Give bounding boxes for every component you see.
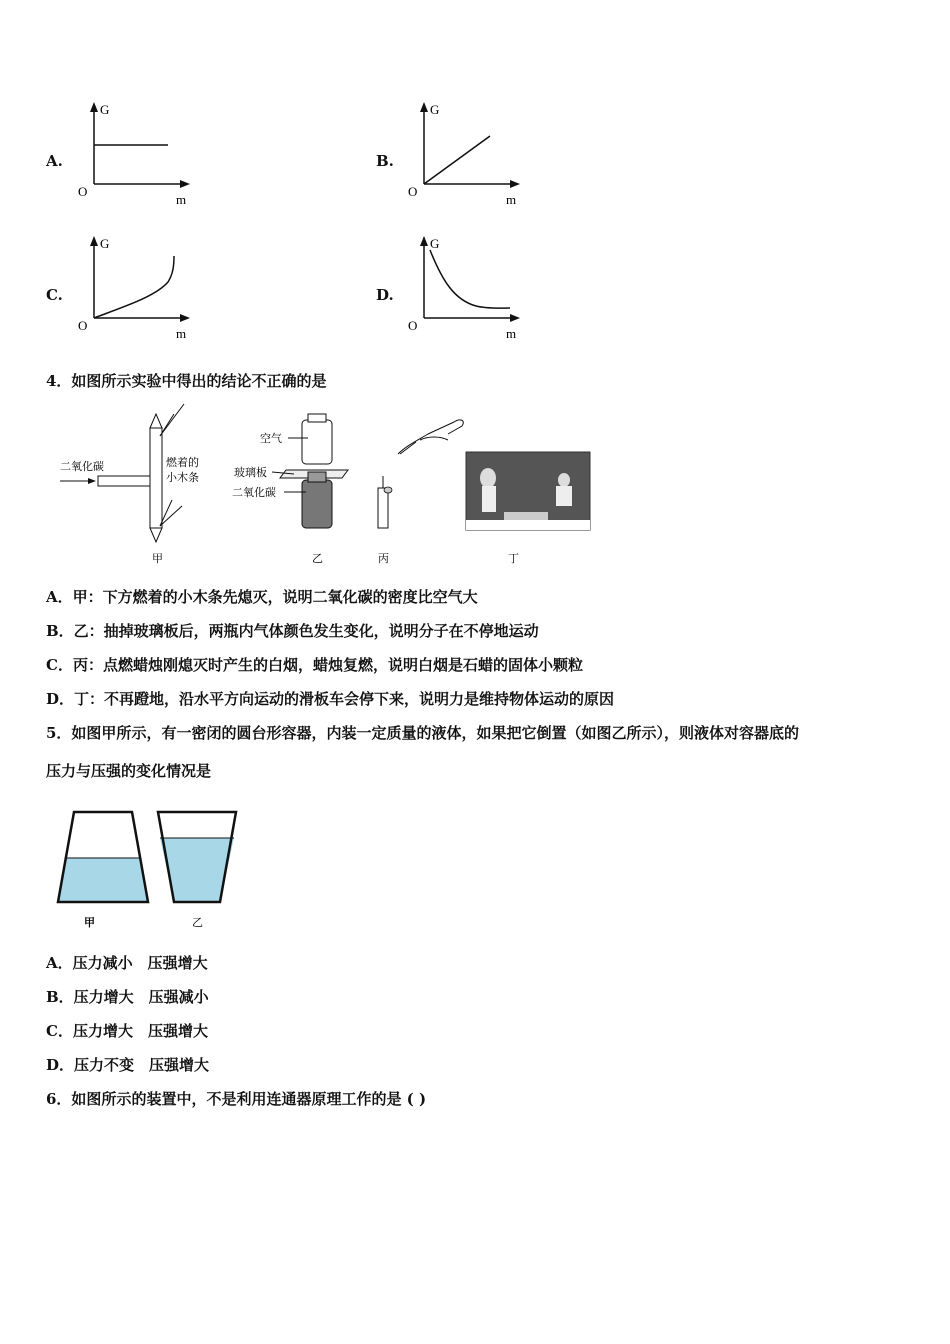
graph-a-plot [76, 100, 206, 210]
axis-y-label: G [430, 236, 440, 251]
axis-x-label: m [176, 192, 187, 207]
figure-caption: 乙 [312, 552, 323, 565]
figure-caption: 丁 [508, 552, 519, 565]
q5-option-c: C．压力增大 压强增大 [46, 1022, 208, 1040]
origin-label: O [408, 184, 418, 199]
question-5-stem-line-1: 5．如图甲所示，有一密闭的圆台形容器，内装一定质量的液体，如果把它倒置（如图乙所示），则液体对容器底的 [46, 724, 799, 742]
origin-label: O [78, 184, 88, 199]
graph-curve [424, 136, 490, 184]
graph-option-d [376, 234, 546, 344]
figure-caption: 丙 [378, 552, 389, 565]
option-label: A. [46, 152, 63, 170]
yi-glass-label: 玻璃板 [234, 466, 267, 479]
q5-option-b: B．压力增大 压强减小 [46, 988, 209, 1006]
figure-yi [232, 414, 348, 565]
graph-curve [430, 250, 510, 308]
graph-b-plot [406, 100, 536, 210]
q5-option-d: D．压力不变 压强增大 [46, 1056, 210, 1074]
jia-sticks-label-1: 燃着的 [166, 456, 199, 469]
figure-caption: 乙 [192, 916, 203, 929]
q5-figures [50, 806, 250, 932]
graph-option-b [376, 100, 546, 210]
q4-figure-svg [56, 400, 616, 570]
q5-figure-svg [50, 806, 250, 932]
jia-sticks-label-2: 小木条 [166, 471, 199, 484]
graph-curve [94, 256, 174, 318]
q4-option-b: B．乙：抽掉玻璃板后，两瓶内气体颜色发生变化，说明分子在不停地运动 [46, 622, 539, 640]
figure-caption: 甲 [152, 552, 163, 565]
axis-y-label: G [100, 102, 110, 117]
graph-option-c [46, 234, 206, 344]
axis-y-label: G [430, 102, 440, 117]
yi-co2-label: 二氧化碳 [232, 486, 276, 499]
option-label: C. [46, 286, 63, 304]
figure-ding [466, 452, 590, 565]
origin-label: O [408, 318, 418, 333]
origin-label: O [78, 318, 88, 333]
q4-option-a: A．甲：下方燃着的小木条先熄灭，说明二氧化碳的密度比空气大 [46, 588, 478, 606]
axis-x-label: m [176, 326, 187, 341]
option-label: B. [376, 152, 394, 170]
figure-jia [60, 404, 199, 565]
graph-option-a [46, 100, 206, 210]
graph-d-plot [406, 234, 536, 344]
jia-gas-label: 二氧化碳 [60, 460, 104, 473]
q4-option-c: C．丙：点燃蜡烛刚熄灭时产生的白烟，蜡烛复燃，说明白烟是石蜡的固体小颗粒 [46, 656, 583, 674]
q5-option-a: A．压力减小 压强增大 [46, 954, 208, 972]
figure-bing [378, 420, 463, 565]
question-6-stem: 6．如图所示的装置中，不是利用连通器原理工作的是 ( ) [46, 1090, 427, 1108]
graph-c-plot [76, 234, 206, 344]
question-5-stem-line-2: 压力与压强的变化情况是 [46, 762, 212, 780]
figure-caption: 甲 [84, 916, 95, 929]
question-4-stem: 4．如图所示实验中得出的结论不正确的是 [46, 372, 327, 390]
option-label: D. [376, 286, 394, 304]
yi-air-label: 空气 [260, 432, 282, 445]
q4-option-d: D．丁：不再蹬地，沿水平方向运动的滑板车会停下来，说明力是维持物体运动的原因 [46, 690, 615, 708]
axis-x-label: m [506, 192, 517, 207]
axis-y-label: G [100, 236, 110, 251]
axis-x-label: m [506, 326, 517, 341]
q4-figures [56, 400, 616, 570]
